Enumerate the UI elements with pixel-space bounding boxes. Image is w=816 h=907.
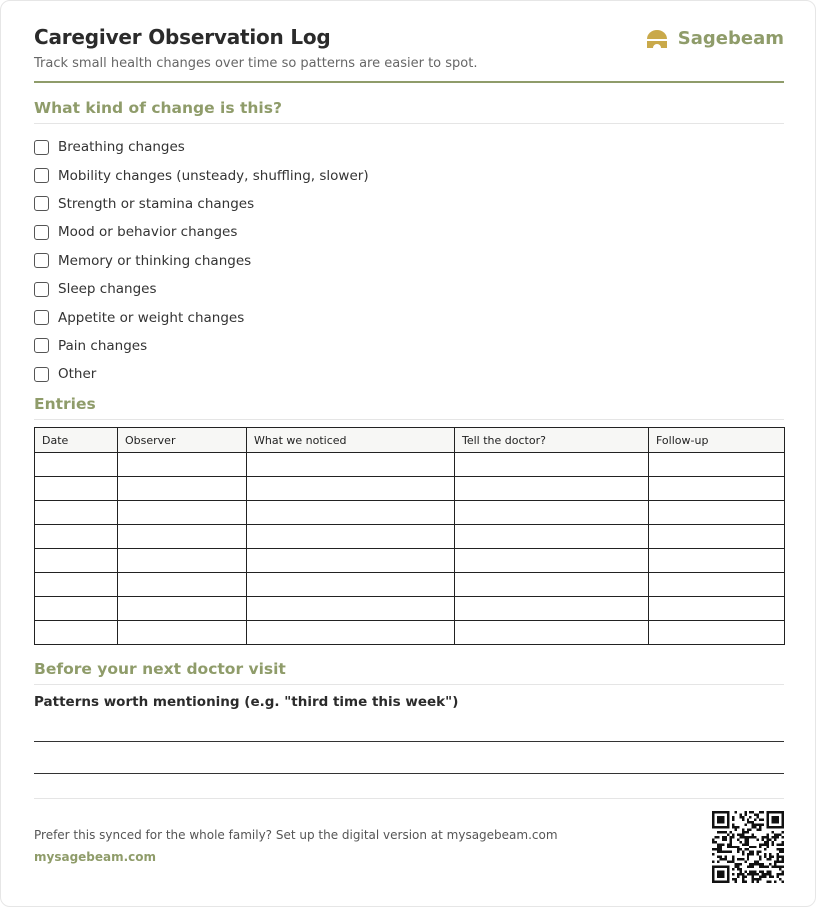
- table-row: [35, 621, 785, 645]
- brand-name: Sagebeam: [677, 28, 784, 49]
- change-option-label: Breathing changes: [58, 139, 185, 156]
- checkbox[interactable]: [34, 140, 49, 155]
- table-row: [35, 597, 785, 621]
- entry-cell[interactable]: [455, 453, 649, 477]
- entry-cell[interactable]: [35, 453, 118, 477]
- entry-cell[interactable]: [649, 501, 785, 525]
- change-type-checklist: [34, 133, 369, 389]
- page-subtitle: Track small health changes over time so patterns are easier to spot.: [34, 56, 478, 71]
- page-header: [34, 25, 784, 83]
- column-header: Follow-up: [649, 428, 785, 453]
- entries-heading: Entries: [34, 395, 784, 420]
- entry-cell[interactable]: [455, 477, 649, 501]
- change-option-label: Memory or thinking changes: [58, 252, 252, 269]
- entry-cell[interactable]: [35, 525, 118, 549]
- table-row: [35, 573, 785, 597]
- checkbox[interactable]: [34, 282, 49, 297]
- entry-cell[interactable]: [649, 573, 785, 597]
- table-row: [35, 525, 785, 549]
- entry-cell[interactable]: [118, 621, 247, 645]
- change-option-label: Mobility changes (unsteady, shuffling, slower): [58, 167, 369, 184]
- checkbox[interactable]: [34, 338, 49, 353]
- entry-cell[interactable]: [118, 573, 247, 597]
- change-option[interactable]: [34, 190, 369, 218]
- brand: [646, 28, 784, 49]
- footer-link[interactable]: mysagebeam.com: [34, 850, 157, 864]
- change-option[interactable]: [34, 133, 369, 161]
- entry-cell[interactable]: [649, 525, 785, 549]
- table-row: [35, 453, 785, 477]
- column-header: Date: [35, 428, 118, 453]
- entry-cell[interactable]: [118, 501, 247, 525]
- change-option[interactable]: [34, 275, 369, 303]
- column-header: What we noticed: [247, 428, 455, 453]
- footer-divider: [34, 798, 784, 799]
- footer-text: Prefer this synced for the whole family? Set up the digital version at mysagebeam.com: [34, 828, 558, 842]
- writing-line[interactable]: [34, 741, 784, 742]
- entry-cell[interactable]: [118, 597, 247, 621]
- change-type-heading: What kind of change is this?: [34, 99, 784, 124]
- entry-cell[interactable]: [35, 597, 118, 621]
- table-row: [35, 477, 785, 501]
- doctor-visit-heading: Before your next doctor visit: [34, 660, 784, 685]
- entry-cell[interactable]: [649, 549, 785, 573]
- change-option[interactable]: [34, 360, 369, 388]
- entry-cell[interactable]: [247, 525, 455, 549]
- change-option-label: Strength or stamina changes: [58, 195, 255, 212]
- entry-cell[interactable]: [118, 453, 247, 477]
- entry-cell[interactable]: [247, 453, 455, 477]
- checkbox[interactable]: [34, 225, 49, 240]
- column-header: Observer: [118, 428, 247, 453]
- sagebeam-logo-icon: [646, 29, 668, 49]
- entry-cell[interactable]: [247, 597, 455, 621]
- entry-cell[interactable]: [247, 573, 455, 597]
- entry-cell[interactable]: [649, 621, 785, 645]
- entries-table: [34, 427, 785, 645]
- writing-line[interactable]: [34, 773, 784, 774]
- entry-cell[interactable]: [35, 501, 118, 525]
- entry-cell[interactable]: [455, 597, 649, 621]
- change-option[interactable]: [34, 247, 369, 275]
- entry-cell[interactable]: [455, 525, 649, 549]
- entry-cell[interactable]: [247, 477, 455, 501]
- change-option-label: Mood or behavior changes: [58, 224, 238, 241]
- entry-cell[interactable]: [455, 621, 649, 645]
- table-row: [35, 549, 785, 573]
- entry-cell[interactable]: [35, 549, 118, 573]
- change-option[interactable]: [34, 218, 369, 246]
- checkbox[interactable]: [34, 168, 49, 183]
- change-option-label: Pain changes: [58, 337, 148, 354]
- entry-cell[interactable]: [35, 477, 118, 501]
- entry-cell[interactable]: [649, 477, 785, 501]
- table-header-row: [35, 428, 785, 453]
- entry-cell[interactable]: [649, 597, 785, 621]
- change-option-label: Appetite or weight changes: [58, 309, 245, 326]
- entry-cell[interactable]: [118, 549, 247, 573]
- change-option[interactable]: [34, 332, 369, 360]
- table-row: [35, 501, 785, 525]
- checkbox[interactable]: [34, 196, 49, 211]
- change-option-label: Other: [58, 366, 97, 383]
- entry-cell[interactable]: [247, 501, 455, 525]
- entry-cell[interactable]: [118, 477, 247, 501]
- entry-cell[interactable]: [35, 621, 118, 645]
- page-title: Caregiver Observation Log: [34, 25, 331, 49]
- patterns-label: Patterns worth mentioning (e.g. "third time this week"): [34, 694, 459, 710]
- checkbox[interactable]: [34, 310, 49, 325]
- entry-cell[interactable]: [649, 453, 785, 477]
- entry-cell[interactable]: [455, 549, 649, 573]
- column-header: Tell the doctor?: [455, 428, 649, 453]
- entry-cell[interactable]: [118, 525, 247, 549]
- checkbox[interactable]: [34, 253, 49, 268]
- checkbox[interactable]: [34, 367, 49, 382]
- entry-cell[interactable]: [247, 549, 455, 573]
- entry-cell[interactable]: [455, 501, 649, 525]
- change-option[interactable]: [34, 303, 369, 331]
- change-option[interactable]: [34, 161, 369, 189]
- qr-code-icon: [712, 811, 784, 883]
- entry-cell[interactable]: [455, 573, 649, 597]
- change-option-label: Sleep changes: [58, 281, 157, 298]
- entry-cell[interactable]: [35, 573, 118, 597]
- entry-cell[interactable]: [247, 621, 455, 645]
